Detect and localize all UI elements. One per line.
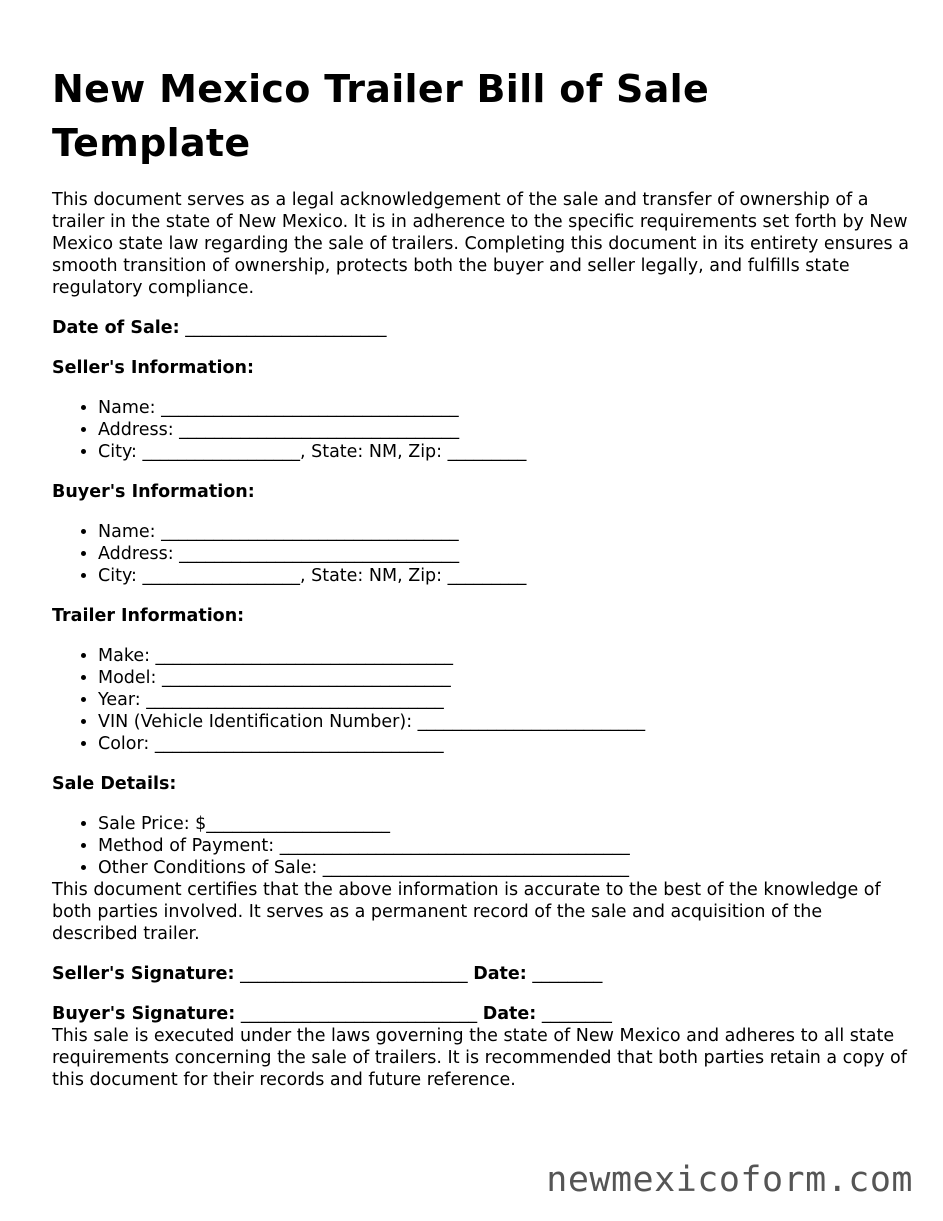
- trailer-make-item: • Make: __________________________________: [98, 645, 912, 667]
- sale-heading: Sale Details:: [52, 774, 177, 794]
- seller-address-item: • Address: ________________________________: [98, 419, 912, 441]
- trailer-model-item: • Model: _________________________________: [98, 667, 912, 689]
- buyer-date-label: Date:: [482, 1004, 537, 1024]
- sale-price-item: • Sale Price: $_____________________: [98, 813, 912, 835]
- trailer-vin-item: • VIN (Vehicle Identification Number): __________________________: [98, 711, 912, 733]
- seller-date-label: Date:: [473, 964, 527, 984]
- buyer-signature-label: Buyer's Signature:: [52, 1004, 236, 1024]
- closing-paragraph: This sale is executed under the laws governing the state of New Mexico and adheres to all state requirements concerning the sale of trailers. It is recommended that both parties retain a copy of this document for their records and future reference.: [52, 1026, 907, 1090]
- seller-date-blank: ________: [526, 964, 603, 984]
- other-conditions-item: • Other Conditions of Sale: ___________________________________: [98, 857, 912, 879]
- site-watermark: newmexicoform.com: [546, 1160, 913, 1200]
- trailer-color-item: • Color: _________________________________: [98, 733, 912, 755]
- trailer-year-item: • Year: __________________________________: [98, 689, 912, 711]
- document-page: [52, 62, 912, 1091]
- buyer-signature-blank: ___________________________: [235, 1004, 483, 1024]
- buyer-name-item: • Name: __________________________________: [98, 521, 912, 543]
- buyer-signature-line: [52, 1003, 912, 1025]
- buyer-list: [52, 521, 912, 587]
- payment-method-item: • Method of Payment: ________________________________________: [98, 835, 912, 857]
- trailer-heading: Trailer Information:: [52, 606, 245, 626]
- certification-paragraph: This document certifies that the above information is accurate to the best of the knowledge of both parties involved. It serves as a permanent record of the sale and acquisition of the described trailer.: [52, 880, 881, 944]
- trailer-list: [52, 645, 912, 755]
- seller-signature-label: Seller's Signature:: [52, 964, 235, 984]
- buyer-address-item: • Address: ________________________________: [98, 543, 912, 565]
- seller-name-item: • Name: __________________________________: [98, 397, 912, 419]
- date-of-sale-line: [52, 317, 912, 339]
- buyer-date-blank: ________: [536, 1004, 612, 1024]
- sale-list: [52, 813, 912, 879]
- seller-signature-line: [52, 963, 912, 985]
- buyer-heading: Buyer's Information:: [52, 482, 255, 502]
- buyer-city-item: • City: __________________, State: NM, Zip: _________: [98, 565, 912, 587]
- seller-signature-blank: __________________________: [234, 964, 474, 984]
- seller-heading: Seller's Information:: [52, 358, 254, 378]
- seller-list: [52, 397, 912, 463]
- seller-city-item: • City: __________________, State: NM, Zip: _________: [98, 441, 912, 463]
- date-of-sale-label: Date of Sale:: [52, 318, 180, 338]
- document-title: New Mexico Trailer Bill of Sale Template: [52, 67, 710, 165]
- date-of-sale-blank: _______________________: [179, 318, 387, 338]
- intro-paragraph: This document serves as a legal acknowledgement of the sale and transfer of ownership of a trailer in the state of New Mexico. It is in adherence to the specific requirements set forth by New Mexico state law regarding the sale of trailers. Completing this document in its entirety ensures a smooth transition of ownership, protects both the buyer and seller legally, and fulfills state regulatory compliance.: [52, 190, 909, 298]
